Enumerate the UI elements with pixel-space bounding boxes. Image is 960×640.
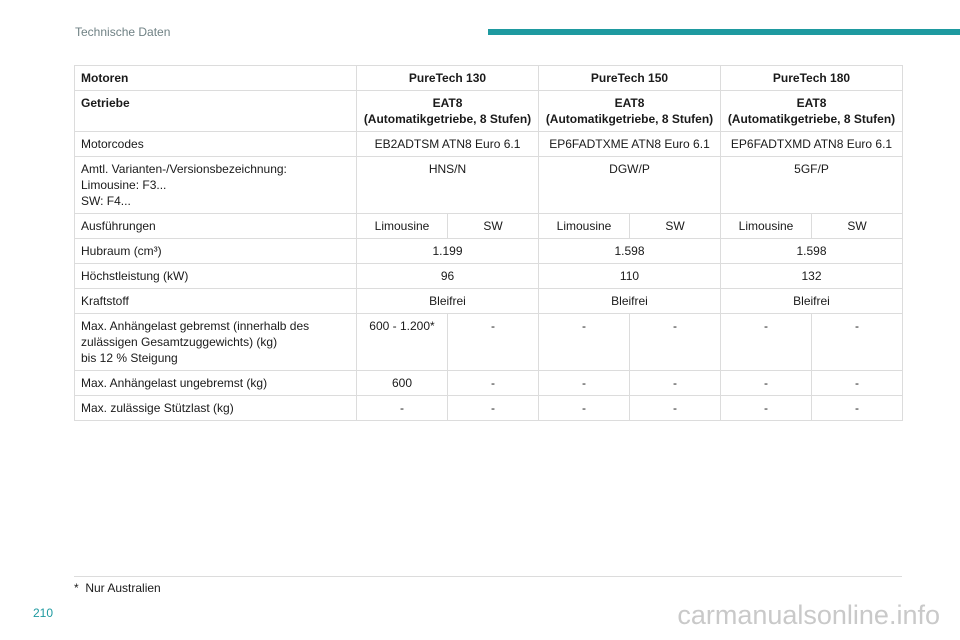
row-label-leistung: Höchstleistung (kW) [75,264,357,289]
label-line: bis 12 % Steigung [81,351,178,365]
table-cell: - [448,314,539,371]
table-cell: Bleifrei [357,289,539,314]
table-row-ausfuehrungen [75,214,903,239]
row-label-hubraum: Hubraum (cm³) [75,239,357,264]
label-line: zulässigen Gesamtzuggewichts) (kg) [81,335,278,349]
table-cell: EP6FADTXMD ATN8 Euro 6.1 [721,132,903,157]
table-cell: Bleifrei [721,289,903,314]
footnote [74,581,161,595]
section-title: Technische Daten [75,25,171,39]
table-cell: - [812,396,903,421]
row-label-motorcodes: Motorcodes [75,132,357,157]
table-row-leistung [75,264,903,289]
table-row-motorcodes [75,132,903,157]
table-cell: EB2ADTSM ATN8 Euro 6.1 [357,132,539,157]
getriebe-name: EAT8 [614,96,645,110]
row-label-stuetzlast: Max. zulässige Stützlast (kg) [75,396,357,421]
table-cell: Bleifrei [539,289,721,314]
footnote-text: Nur Australien [85,581,161,595]
getriebe-name: EAT8 [432,96,463,110]
table-cell: - [812,314,903,371]
table-cell: 600 [357,371,448,396]
row-label-getriebe: Getriebe [75,91,357,132]
table-row-ungebremst [75,371,903,396]
table-cell: Limousine [721,214,812,239]
table-cell: - [721,396,812,421]
table-cell: 5GF/P [721,157,903,214]
table-cell: SW [630,214,721,239]
footnote-marker: * [74,581,79,595]
label-line: Limousine: F3... [81,178,167,192]
label-line: Amtl. Varianten-/Versionsbezeichnung: [81,162,287,176]
watermark: carmanualsonline.info [677,600,940,630]
table-cell: HNS/N [357,157,539,214]
table-cell: SW [448,214,539,239]
table-cell: 600 - 1.200* [357,314,448,371]
table-cell: 1.598 [721,239,903,264]
footnote-divider [74,576,902,577]
getriebe-name: EAT8 [796,96,827,110]
row-label-gebremst [75,314,357,371]
table-cell: - [448,371,539,396]
table-row-getriebe [75,91,903,132]
table-cell: 110 [539,264,721,289]
table-cell: 132 [721,264,903,289]
row-label-ausfuehrungen: Ausführungen [75,214,357,239]
table-cell: - [630,371,721,396]
table-row-kraftstoff [75,289,903,314]
table-cell: - [357,396,448,421]
row-label-ungebremst: Max. Anhängelast ungebremst (kg) [75,371,357,396]
table-cell: - [539,314,630,371]
table-cell: - [630,314,721,371]
engine-header: PureTech 180 [721,66,903,91]
table-cell: SW [812,214,903,239]
table-cell: 1.199 [357,239,539,264]
table-cell: - [630,396,721,421]
label-line: SW: F4... [81,194,131,208]
table-cell [539,91,721,132]
row-label-kraftstoff: Kraftstoff [75,289,357,314]
table-cell: DGW/P [539,157,721,214]
table-cell: Limousine [539,214,630,239]
table-cell: EP6FADTXME ATN8 Euro 6.1 [539,132,721,157]
technical-data-table [74,65,903,421]
table-cell [357,91,539,132]
engine-header: PureTech 130 [357,66,539,91]
table-row-hubraum [75,239,903,264]
table-cell: Limousine [357,214,448,239]
table-row-stuetzlast [75,396,903,421]
label-line: Max. Anhängelast gebremst (innerhalb des [81,319,310,333]
table-cell [721,91,903,132]
engine-header: PureTech 150 [539,66,721,91]
table-cell: - [539,396,630,421]
table-cell: - [721,371,812,396]
row-label-varianten [75,157,357,214]
section-accent-bar [488,29,960,35]
getriebe-desc: (Automatikgetriebe, 8 Stufen) [363,112,532,126]
table-cell: - [539,371,630,396]
table-header-row [75,66,903,91]
table-cell: 1.598 [539,239,721,264]
table-cell: 96 [357,264,539,289]
getriebe-desc: (Automatikgetriebe, 8 Stufen) [727,112,896,126]
table-cell: - [721,314,812,371]
page-number: 210 [33,606,54,620]
table-cell: - [448,396,539,421]
getriebe-desc: (Automatikgetriebe, 8 Stufen) [545,112,714,126]
row-label-motoren: Motoren [75,66,357,91]
table-cell: - [812,371,903,396]
table-row-gebremst [75,314,903,371]
table-row-varianten [75,157,903,214]
